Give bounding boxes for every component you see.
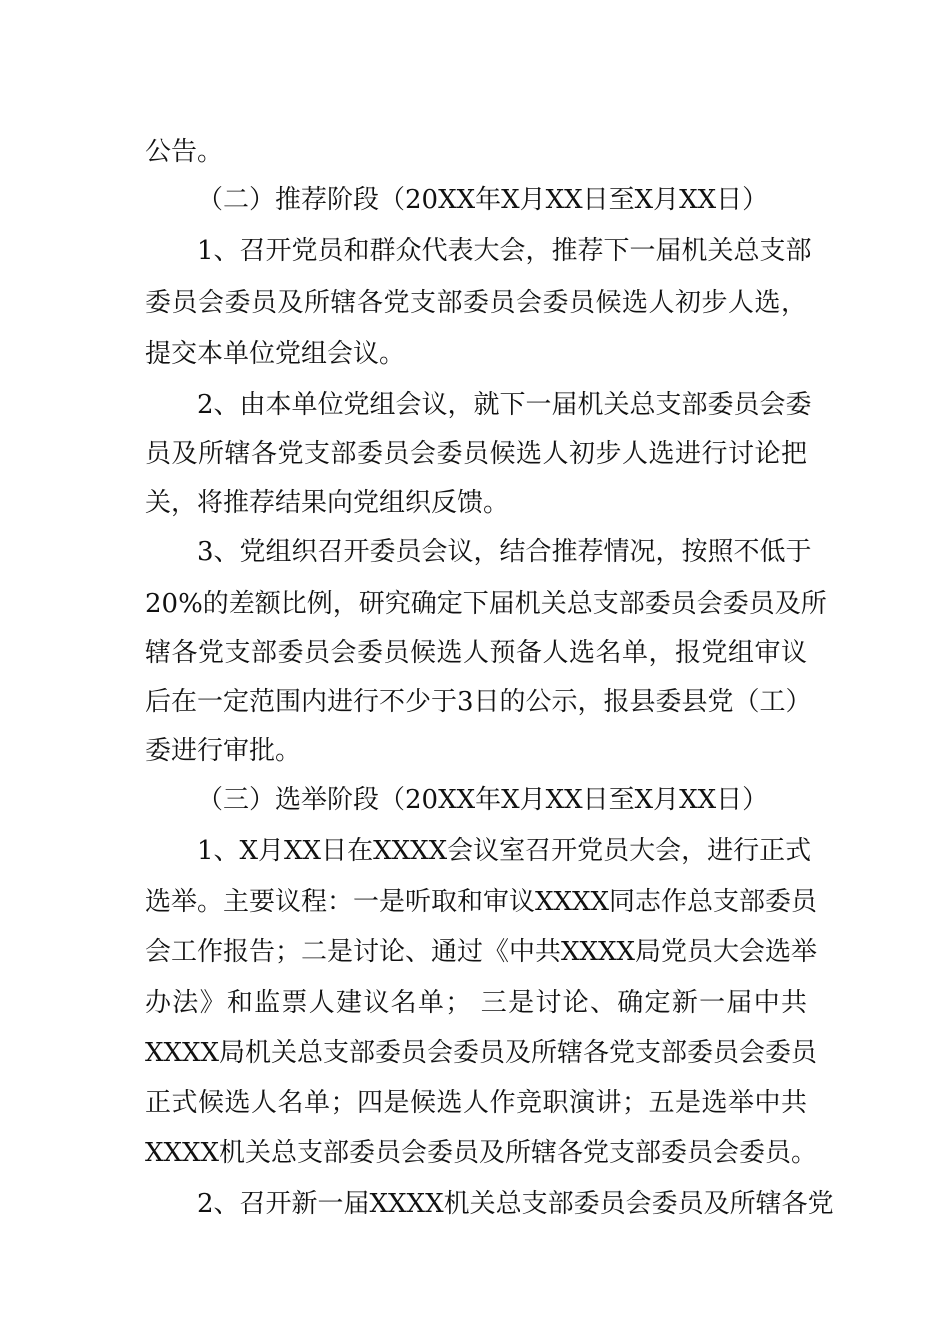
- text-line: 正式候选人名单；四是候选人作竞职演讲；五是选举中共: [145, 1088, 807, 1118]
- text-line: 辖各党支部委员会委员候选人预备人选名单，报党组审议: [145, 638, 807, 668]
- text-line: 3、党组织召开委员会议，结合推荐情况，按照不低于: [197, 537, 812, 567]
- text-line: 2、召开新一届XXXX机关总支部委员会委员及所辖各党: [197, 1189, 834, 1219]
- text-line: 1、X月XX日在XXXX会议室召开党员大会，进行正式: [197, 836, 812, 866]
- text-line: 办法》和监票人建议名单； 三是讨论、确定新一届中共: [145, 988, 807, 1018]
- text-line: 委进行审批。: [145, 736, 302, 766]
- text-line: 20%的差额比例，研究确定下届机关总支部委员会委员及所: [145, 589, 827, 619]
- text-line: 员及所辖各党支部委员会委员候选人初步人选进行讨论把: [145, 439, 807, 469]
- text-line: XXXX机关总支部委员会委员及所辖各党支部委员会委员。: [145, 1138, 818, 1168]
- text-line: 2、由本单位党组会议，就下一届机关总支部委员会委: [197, 390, 812, 420]
- text-line: 1、召开党员和群众代表大会，推荐下一届机关总支部: [197, 236, 812, 266]
- text-line: 提交本单位党组会议。: [145, 339, 406, 369]
- text-line: XXXX局机关总支部委员会委员及所辖各党支部委员会委员: [145, 1038, 818, 1068]
- section-heading: （二）推荐阶段（20XX年X月XX日至X月XX日）: [197, 185, 769, 215]
- text-line: 委员会委员及所辖各党支部委员会委员候选人初步人选，: [145, 288, 807, 318]
- text-line: 后在一定范围内进行不少于3日的公示，报县委县党（工）: [145, 687, 812, 717]
- text-line: 关，将推荐结果向党组织反馈。: [145, 488, 510, 518]
- section-heading: （三）选举阶段（20XX年X月XX日至X月XX日）: [197, 785, 769, 815]
- text-line: 公告。: [145, 137, 224, 167]
- text-line: 选举。主要议程：一是听取和审议XXXX同志作总支部委员: [145, 887, 818, 917]
- text-line: 会工作报告；二是讨论、通过《中共XXXX局党员大会选举: [145, 937, 818, 967]
